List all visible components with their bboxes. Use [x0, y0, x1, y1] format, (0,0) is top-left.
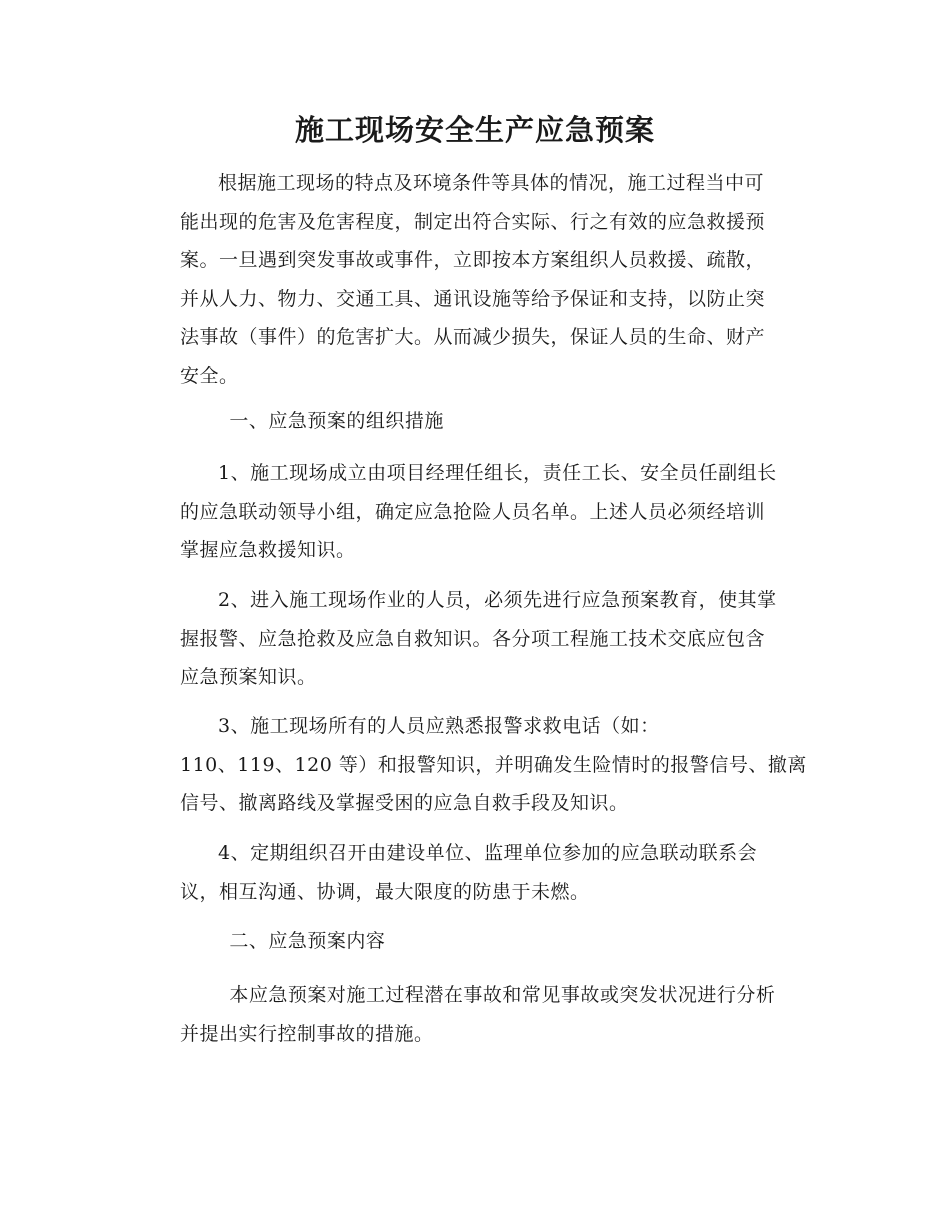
section-2-heading: 二、应急预案内容: [229, 930, 386, 952]
section-1-heading: 一、应急预案的组织措施: [229, 410, 444, 432]
text-line: 信号、撤离路线及掌握受困的应急自救手段及知识。: [180, 792, 629, 814]
section-heading: [142, 922, 810, 961]
text-line: 并从人力、物力、交通工具、通讯设施等给予保证和支持，以防止突: [180, 287, 766, 310]
text-line: 案。一旦遇到突发事故或事件，立即按本方案组织人员救援、疏散，: [180, 249, 766, 271]
list-item: [142, 581, 810, 697]
text-line: 能出现的危害及危害程度，制定出符合实际、行之有效的应急救援预: [180, 210, 766, 233]
text-line: 4、定期组织召开由建设单位、监理单位参加的应急联动联系会: [218, 842, 758, 864]
text-line: 本应急预案对施工过程潜在事故和常见事故或突发状况进行分析: [229, 984, 776, 1006]
text-line: 3、施工现场所有的人员应熟悉报警求救电话（如：: [218, 715, 660, 737]
text-line: 议，相互沟通、协调，最大限度的防患于未燃。: [180, 880, 590, 903]
text-line: 掌握应急救援知识。: [180, 539, 356, 561]
text-line: 并提出实行控制事故的措施。: [180, 1022, 434, 1045]
list-item: [142, 454, 810, 570]
text-line: 握报警、应急抢救及应急自救知识。各分项工程施工技术交底应包含: [180, 627, 766, 650]
text-line: 应急预案知识。: [180, 666, 317, 688]
list-item: [142, 707, 810, 823]
text-line: 2、进入施工现场作业的人员，必须先进行应急预案教育，使其掌: [218, 589, 777, 611]
text-line: 根据施工现场的特点及环境条件等具体的情况，施工过程当中可: [218, 172, 765, 194]
section-2-paragraph: [142, 976, 810, 1053]
section-heading: [142, 402, 810, 441]
text-line: 安全。: [180, 364, 239, 387]
text-line: 的应急联动领导小组，确定应急抢险人员名单。上述人员必须经培训: [180, 500, 766, 523]
list-item: [142, 834, 810, 911]
text-line: 110、119、120 等）和报警知识，并明确发生险情时的报警信号、撤离: [180, 753, 807, 776]
text-line: 法事故（事件）的危害扩大。从而减少损失，保证人员的生命、财产: [180, 326, 766, 348]
document-title: 施工现场安全生产应急预案: [294, 113, 655, 147]
intro-paragraph: [142, 164, 810, 395]
text-line: 1、施工现场成立由项目经理任组长，责任工长、安全员任副组长: [218, 462, 777, 484]
